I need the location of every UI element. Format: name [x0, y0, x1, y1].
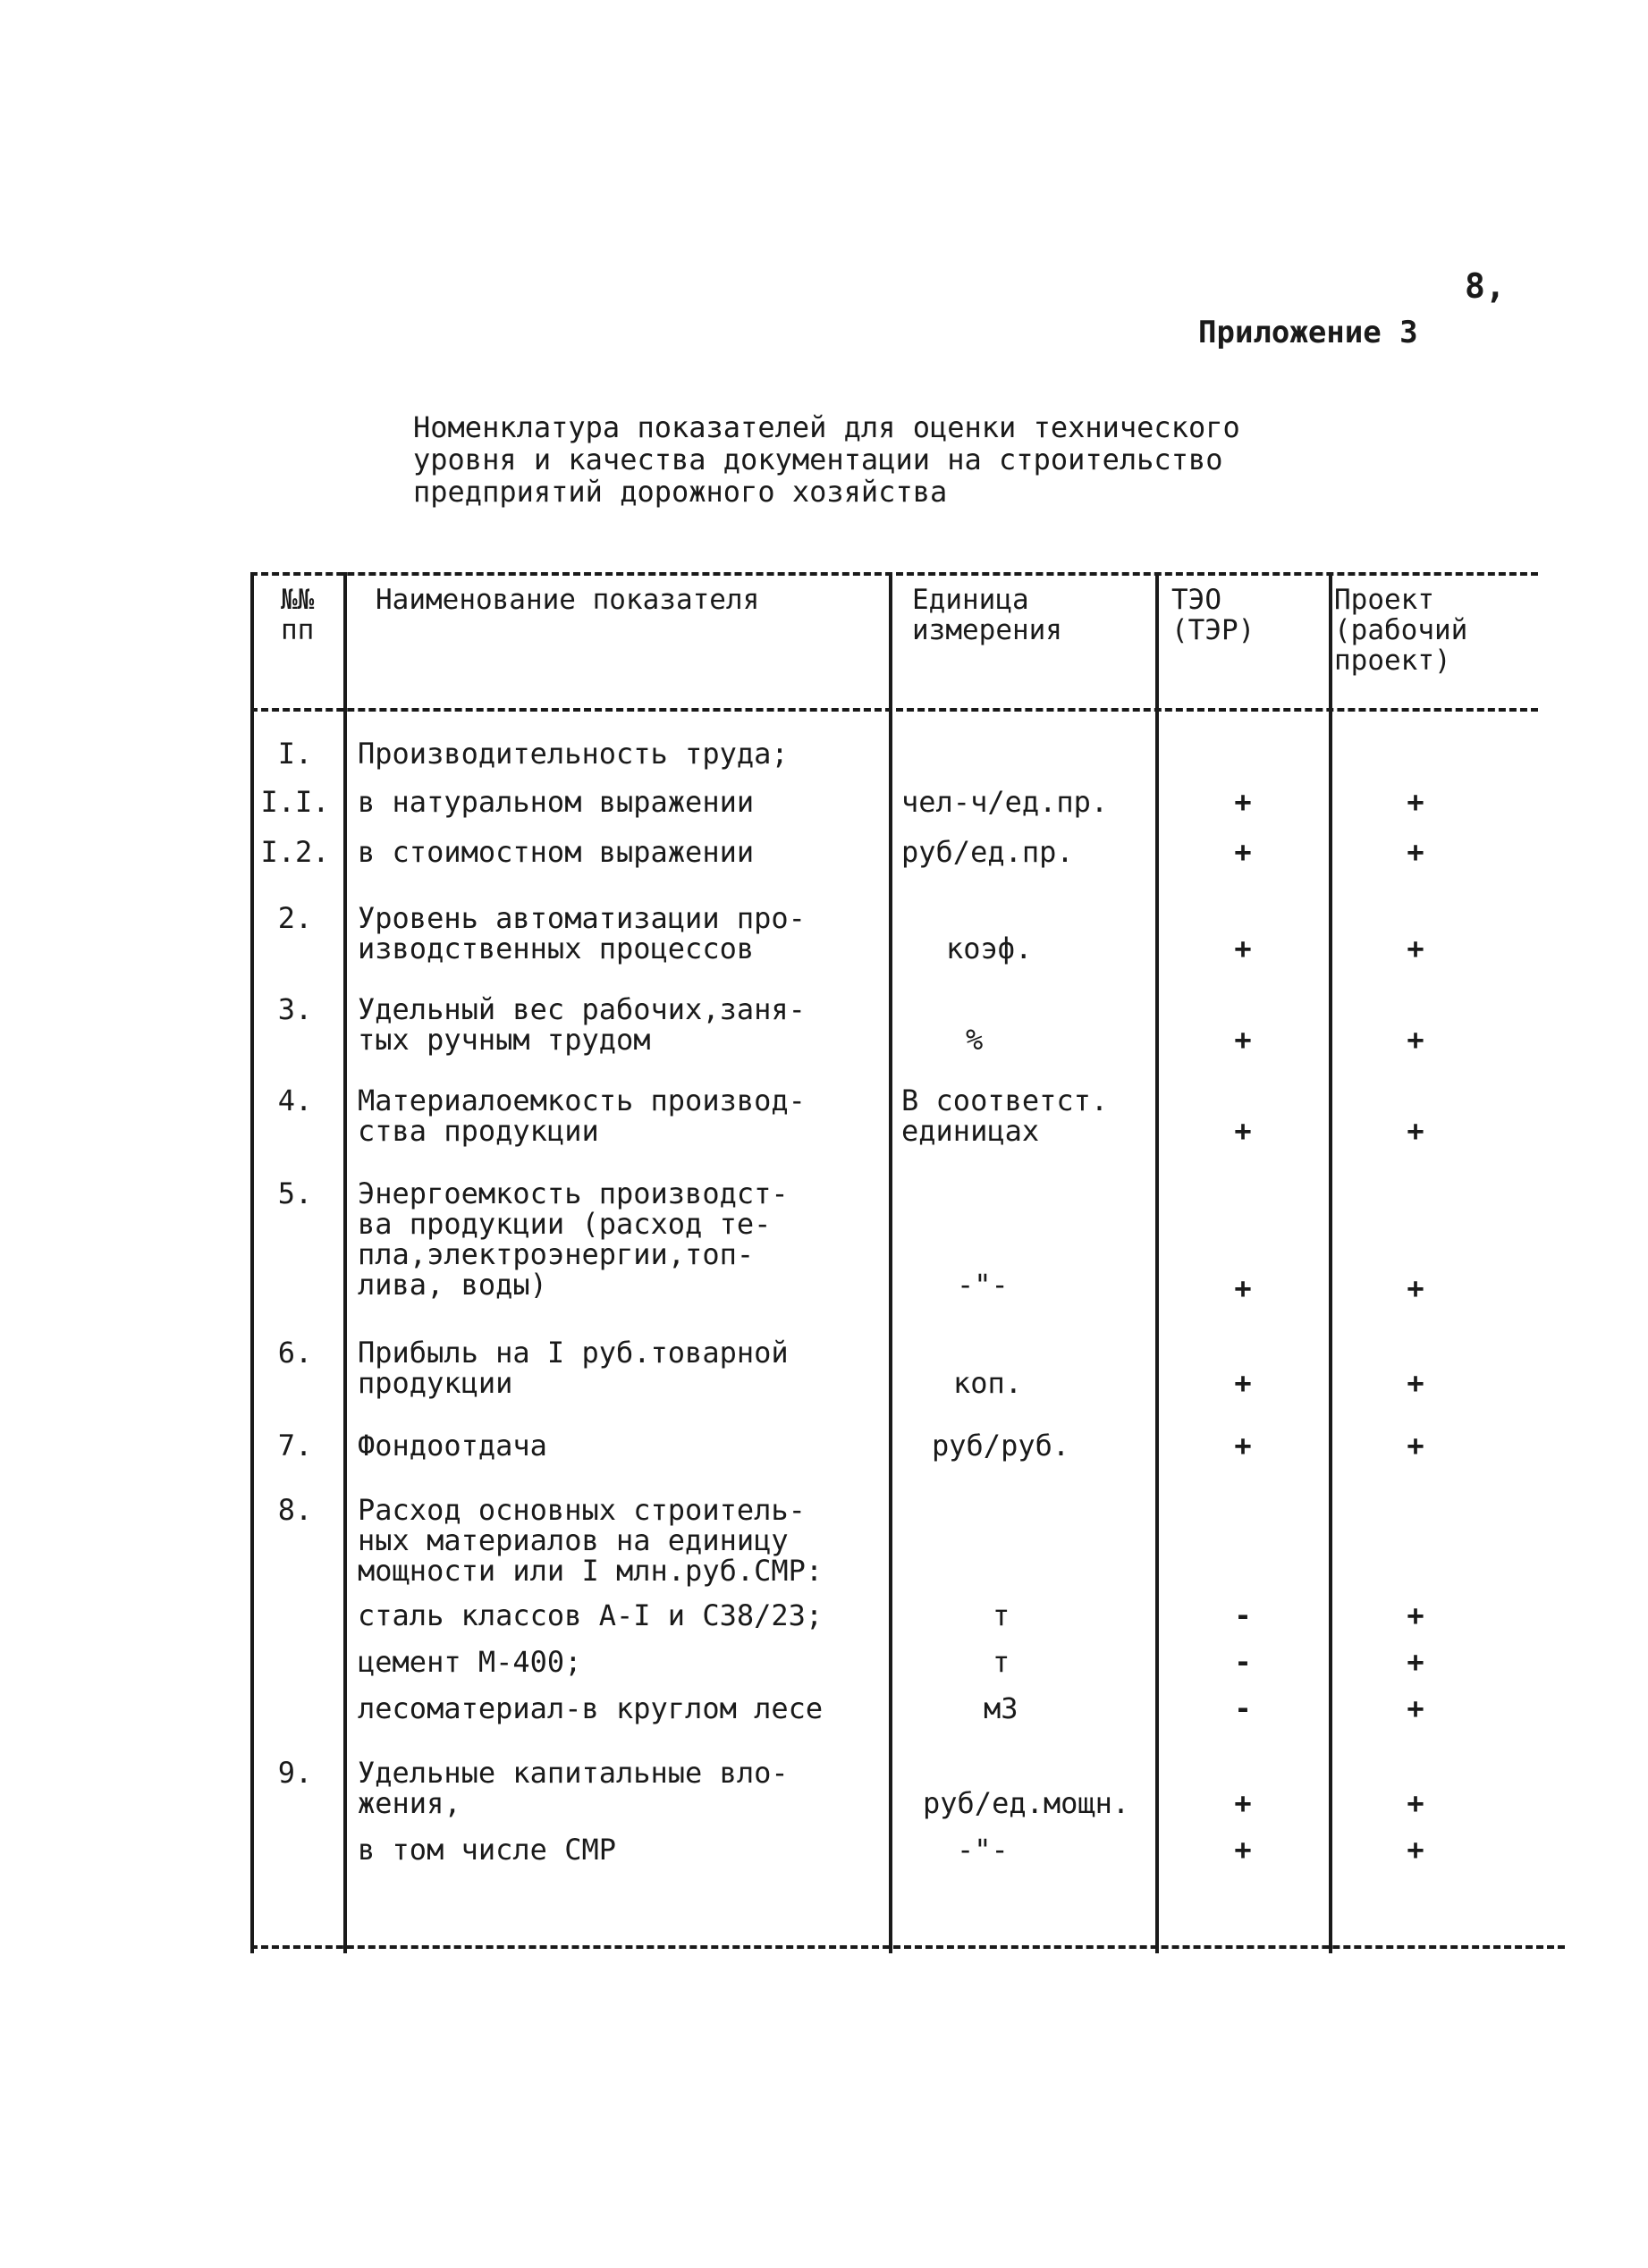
header-teo — [1171, 585, 1255, 645]
row-unit: т — [993, 1598, 1010, 1632]
column-divider — [1155, 572, 1159, 1953]
row-teo-mark: - — [1234, 1598, 1252, 1632]
row-project-mark: + — [1407, 932, 1424, 965]
appendix-label: Приложение 3 — [1198, 315, 1418, 350]
header-num-line: №№ — [281, 584, 315, 616]
title-line: Номенклатура показателей для оценки технического — [413, 410, 1240, 444]
row-unit: -"- — [957, 1268, 1009, 1302]
row-name: Материалоемкость производ- — [358, 1083, 806, 1117]
indicators-table — [250, 572, 1565, 1958]
header-project-line: (рабочий — [1334, 614, 1468, 646]
row-unit: м3 — [984, 1691, 1018, 1725]
document-title — [413, 411, 1450, 508]
row-name: мощности или I млн.руб.СМР: — [358, 1554, 824, 1588]
row-teo-mark: + — [1234, 785, 1252, 819]
row-teo-mark: - — [1234, 1645, 1252, 1679]
row-unit: руб/руб. — [932, 1429, 1070, 1463]
row-name: в том числе СМР — [358, 1833, 616, 1867]
row-teo-mark: + — [1234, 1271, 1252, 1305]
row-name: тых ручным трудом — [358, 1023, 651, 1057]
column-divider — [1329, 572, 1332, 1953]
row-number: 5. — [277, 1176, 313, 1210]
row-teo-mark: - — [1234, 1691, 1252, 1725]
title-line: предприятий дорожного хозяйства — [413, 475, 948, 509]
row-name: Уровень автоматизации про- — [358, 901, 806, 935]
column-divider — [250, 572, 254, 1953]
row-number: 9. — [277, 1756, 313, 1790]
row-project-mark: + — [1407, 1598, 1424, 1632]
row-teo-mark: + — [1234, 835, 1252, 869]
header-unit — [912, 585, 1062, 645]
row-name: ва продукции (расход те- — [358, 1207, 772, 1241]
row-unit: т — [993, 1645, 1010, 1679]
row-number: 2. — [277, 901, 313, 935]
row-name: ства продукции — [358, 1114, 599, 1148]
row-name: в стоимостном выражении — [358, 835, 755, 869]
column-divider — [889, 572, 892, 1953]
header-num-line: пп — [281, 614, 315, 646]
row-name: Прибыль на I руб.товарной — [358, 1336, 789, 1370]
title-line: уровня и качества документации на строительство — [413, 443, 1223, 476]
row-name: Производительность труда; — [358, 737, 789, 771]
table-top-border — [250, 572, 1538, 576]
header-teo-line: (ТЭР) — [1171, 614, 1255, 646]
row-name: лива, воды) — [358, 1268, 547, 1302]
row-name: Расход основных строитель- — [358, 1493, 806, 1527]
row-unit: руб/ед.пр. — [901, 835, 1074, 869]
row-project-mark: + — [1407, 1366, 1424, 1400]
row-name: Удельный вес рабочих,заня- — [358, 992, 806, 1026]
header-project-line: Проект — [1334, 584, 1434, 616]
row-number: 3. — [277, 992, 313, 1026]
header-teo-line: ТЭО — [1171, 584, 1221, 616]
row-name: лесоматериал-в круглом лесе — [358, 1691, 824, 1725]
row-project-mark: + — [1407, 1429, 1424, 1463]
row-number: I. — [277, 737, 313, 771]
row-project-mark: + — [1407, 835, 1424, 869]
row-project-mark: + — [1407, 785, 1424, 819]
row-name: продукции — [358, 1366, 513, 1400]
row-unit: % — [966, 1023, 984, 1057]
row-name: изводственных процессов — [358, 932, 755, 965]
header-project-line: проект) — [1334, 645, 1451, 677]
row-project-mark: + — [1407, 1271, 1424, 1305]
row-unit: коп. — [953, 1366, 1023, 1400]
row-project-mark: + — [1407, 1833, 1424, 1867]
row-project-mark: + — [1407, 1645, 1424, 1679]
row-project-mark: + — [1407, 1114, 1424, 1148]
row-unit: чел-ч/ед.пр. — [901, 785, 1109, 819]
row-name: пла,электроэнергии,топ- — [358, 1237, 755, 1271]
header-bottom-border — [250, 708, 1538, 712]
row-project-mark: + — [1407, 1023, 1424, 1057]
page-number: 8, — [1465, 266, 1506, 306]
row-project-mark: + — [1407, 1786, 1424, 1820]
row-name: Удельные капитальные вло- — [358, 1756, 789, 1790]
row-teo-mark: + — [1234, 1114, 1252, 1148]
row-unit: -"- — [957, 1833, 1009, 1867]
row-unit: руб/ед.мощн. — [923, 1786, 1130, 1820]
header-num — [281, 585, 314, 645]
row-unit: В соответст. — [901, 1083, 1109, 1117]
row-name: Фондоотдача — [358, 1429, 547, 1463]
row-teo-mark: + — [1234, 1429, 1252, 1463]
row-name: жения, — [358, 1786, 461, 1820]
row-project-mark: + — [1407, 1691, 1424, 1725]
table-bottom-border — [250, 1945, 1565, 1949]
header-unit-line: Единица — [912, 584, 1029, 616]
row-number: 6. — [277, 1336, 313, 1370]
column-divider — [343, 572, 347, 1953]
row-teo-mark: + — [1234, 1833, 1252, 1867]
header-project — [1334, 585, 1467, 676]
row-teo-mark: + — [1234, 1786, 1252, 1820]
row-number: I.2. — [260, 835, 330, 869]
row-name: в натуральном выражении — [358, 785, 755, 819]
row-unit: коэф. — [946, 932, 1033, 965]
row-teo-mark: + — [1234, 932, 1252, 965]
header-unit-line: измерения — [912, 614, 1062, 646]
row-teo-mark: + — [1234, 1366, 1252, 1400]
row-name: сталь классов А-I и С38/23; — [358, 1598, 824, 1632]
row-number: 8. — [277, 1493, 313, 1527]
row-unit: единицах — [901, 1114, 1040, 1148]
row-name: цемент М-400; — [358, 1645, 582, 1679]
row-number: I.I. — [260, 785, 330, 819]
row-teo-mark: + — [1234, 1023, 1252, 1057]
row-name: ных материалов на единицу — [358, 1523, 789, 1557]
row-name: Энергоемкость производст- — [358, 1176, 789, 1210]
row-number: 4. — [277, 1083, 313, 1117]
header-name: Наименование показателя — [376, 584, 760, 616]
row-number: 7. — [277, 1429, 313, 1463]
